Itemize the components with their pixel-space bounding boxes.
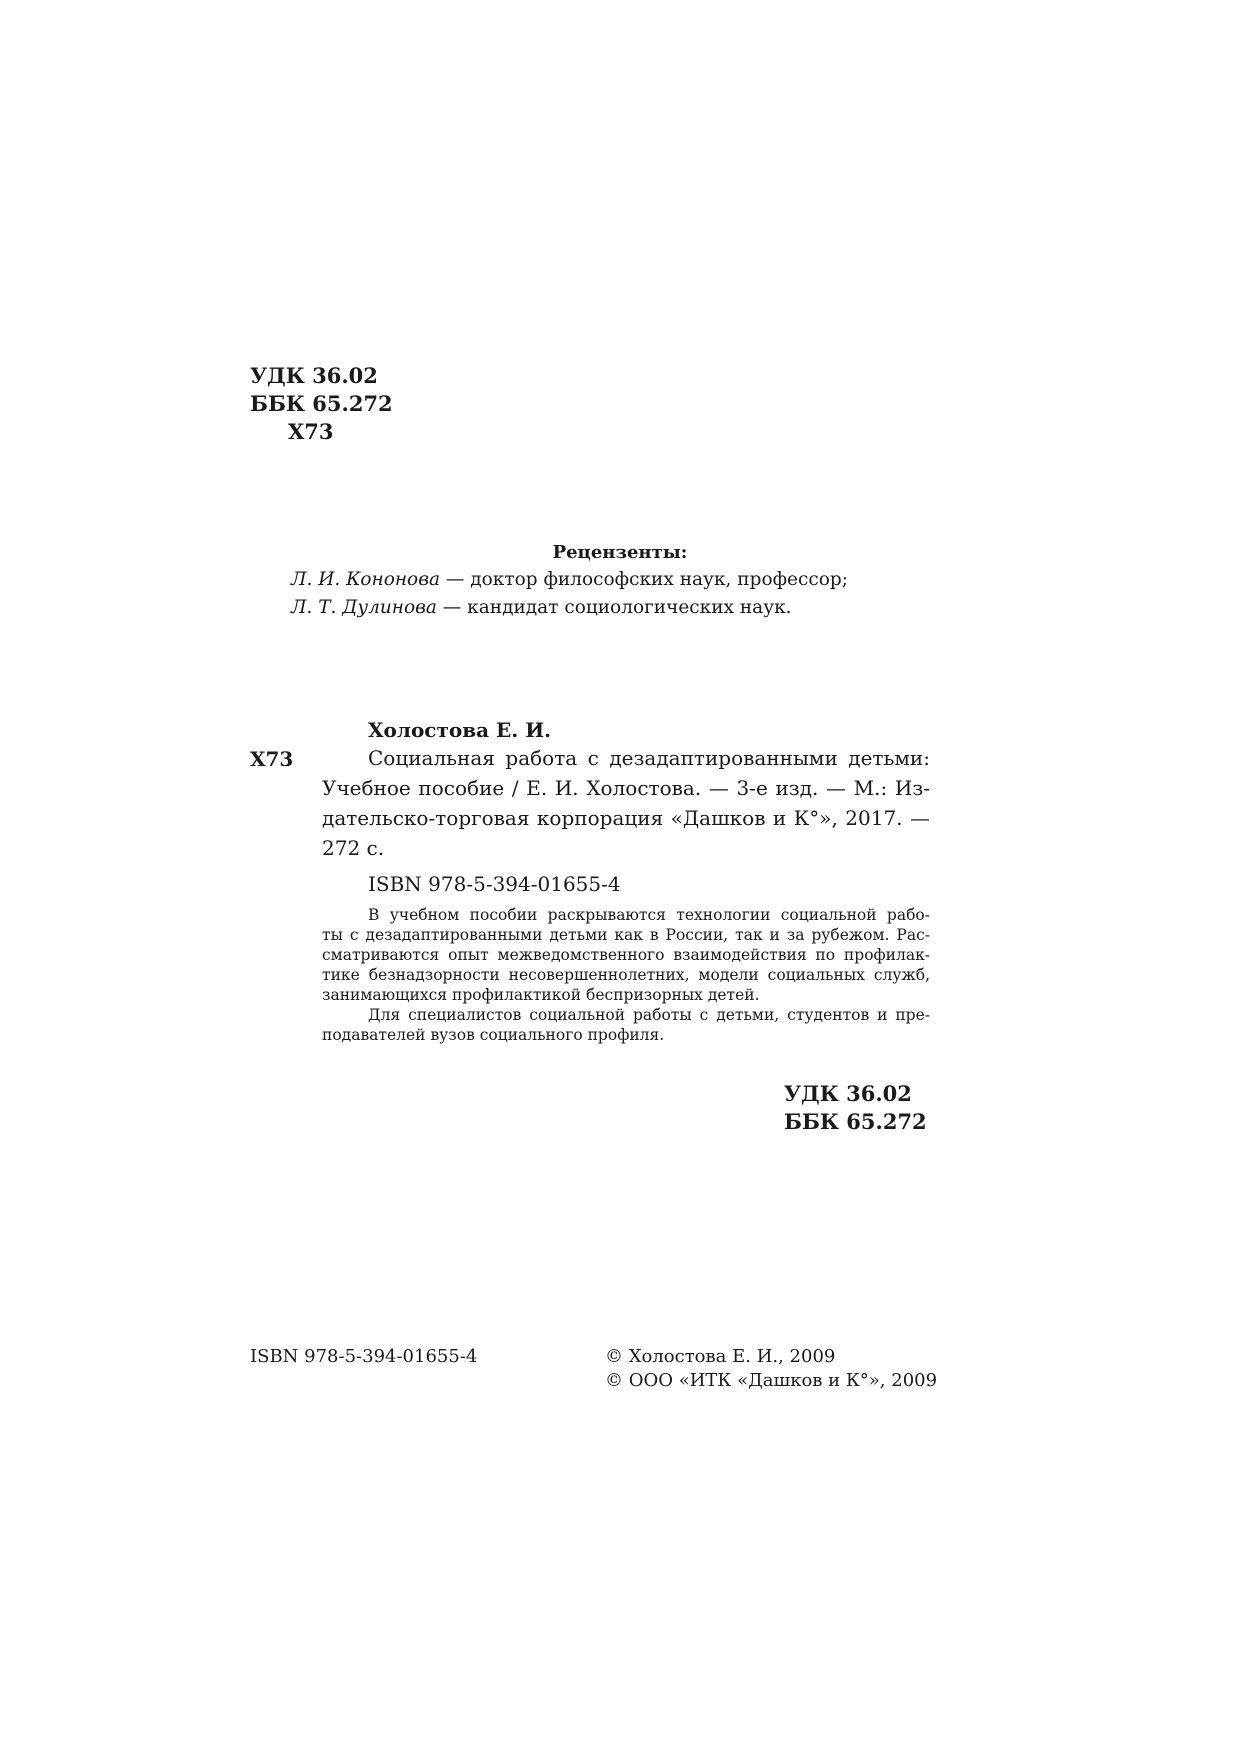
bbk-code: ББК 65.272	[784, 1109, 927, 1134]
biblio-author-mark: Х73	[250, 747, 294, 771]
bibliographic-description	[322, 743, 930, 863]
copyright-line: © Холостова Е. И., 2009	[605, 1346, 836, 1367]
abstract-line: ты с дезадаптированными детьми как в России, так и за рубежом. Рас-	[322, 926, 930, 944]
classification-block-top	[250, 362, 393, 446]
biblio-line: Учебное пособие / Е. И. Холостова. — 3-е изд. — М.: Из-	[322, 776, 930, 800]
reviewer-role: — доктор философских наук, профессор;	[440, 569, 848, 590]
reviewers-heading: Рецензенты:	[552, 542, 688, 563]
udk-code: УДК 36.02	[250, 363, 378, 388]
biblio-line: Социальная работа с дезадаптированными детьми:	[368, 746, 930, 770]
abstract-line: подавателей вузов социального профиля.	[322, 1026, 665, 1044]
reviewer-name: Л. И. Кононова	[291, 569, 440, 590]
reviewer-entry	[291, 594, 848, 622]
copyright-line: © ООО «ИТК «Дашков и К°», 2009	[605, 1370, 938, 1391]
bbk-code: ББК 65.272	[250, 391, 393, 416]
abstract	[322, 905, 930, 1045]
abstract-line: В учебном пособии раскрываются технологии социальной рабо-	[368, 906, 930, 924]
biblio-isbn: ISBN 978-5-394-01655-4	[368, 872, 621, 896]
abstract-line: Для специалистов социальной работы с детьми, студентов и пре-	[368, 1006, 930, 1024]
reviewer-name: Л. Т. Дулинова	[291, 597, 437, 618]
footer-isbn: ISBN 978-5-394-01655-4	[250, 1346, 478, 1367]
reviewer-entry	[291, 566, 848, 594]
abstract-line: занимающихся профилактикой беспризорных детей.	[322, 986, 760, 1004]
copyright-notice	[605, 1345, 937, 1393]
biblio-line: дательско-торговая корпорация «Дашков и К°», 2017. —	[322, 806, 930, 830]
abstract-line: сматриваются опыт межведомственного взаимодействия по профилак-	[322, 946, 930, 964]
udk-code: УДК 36.02	[784, 1081, 912, 1106]
reviewer-role: — кандидат социологических наук.	[436, 597, 792, 618]
author-mark: Х73	[288, 419, 334, 444]
classification-block-bottom	[784, 1080, 927, 1136]
abstract-line: тике безнадзорности несовершеннолетних, модели социальных служб,	[322, 966, 930, 984]
biblio-line: 272 с.	[322, 836, 385, 860]
reviewers-list	[291, 566, 848, 622]
biblio-author: Холостова Е. И.	[368, 718, 552, 742]
